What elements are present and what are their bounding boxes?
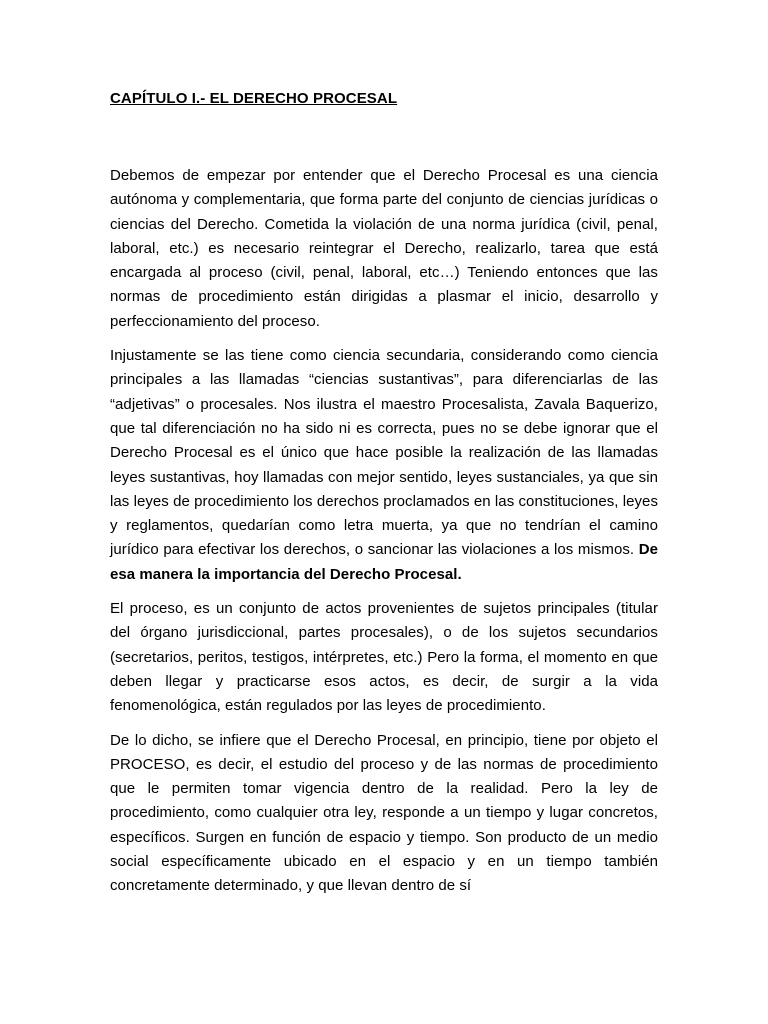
paragraph-2 bbox=[110, 344, 658, 587]
paragraph-3-text: El proceso, es un conjunto de actos provenientes de sujetos principales (titular del órgano jurisdiccional, partes procesales), o de los sujetos secundarios (secretarios, peritos, testigos, intérpretes, etc.) Pero la forma, el momento en que deben llegar y practicarse esos actos, es decir, de surgir a la vida fenomenológica, están regulados por las leyes de procedimiento. bbox=[110, 600, 658, 715]
paragraph-4 bbox=[110, 729, 658, 899]
paragraph-2-text: Injustamente se las tiene como ciencia secundaria, considerando como ciencia principales a las llamadas “ciencias sustantivas”, para diferenciarlas de las “adjetivas” o procesales. Nos ilustra el maestro Procesalista, Zavala Baquerizo, que tal diferenciación no ha sido ni es correcta, pues no se debe ignorar que el Derecho Procesal es el único que hace posible la realización de las llamadas leyes sustantivas, hoy llamadas con mejor sentido, leyes sustanciales, ya que sin las leyes de procedimiento los derechos proclamados en las constituciones, leyes y reglamentos, quedarían como letra muerta, ya que no tendrían el camino jurídico para efectivar los derechos, o sancionar las violaciones a los mismos. bbox=[110, 347, 658, 559]
document-body bbox=[110, 88, 658, 909]
paragraph-3 bbox=[110, 597, 658, 718]
paragraph-1 bbox=[110, 164, 658, 334]
chapter-title: CAPÍTULO I.- EL DERECHO PROCESAL bbox=[110, 90, 398, 107]
paragraph-2-bold-text: De esa manera la importancia del Derecho Procesal. bbox=[110, 541, 658, 583]
paragraph-4-text: De lo dicho, se infiere que el Derecho Procesal, en principio, tiene por objeto el PROCESO, es decir, el estudio del proceso y de las normas de procedimiento que le permiten tomar vigencia dentro de la realidad. Pero la ley de procedimiento, como cualquier otra ley, responde a un tiempo y lugar concretos, específicos. Surgen en función de espacio y tiempo. Son producto de un medio social específicamente ubicado en el espacio y en un tiempo también concretamente determinado, y que llevan dentro de sí bbox=[110, 731, 658, 895]
paragraph-1-text: Debemos de empezar por entender que el Derecho Procesal es una ciencia autónoma y complementaria, que forma parte del conjunto de ciencias jurídicas o ciencias del Derecho. Cometida la violación de una norma jurídica (civil, penal, laboral, etc.) es necesario reintegrar el Derecho, realizarlo, tarea que está encargada al proceso (civil, penal, laboral, etc…) Teniendo entonces que las normas de procedimiento están dirigidas a plasmar el inicio, desarrollo y perfeccionamiento del proceso. bbox=[110, 167, 658, 330]
